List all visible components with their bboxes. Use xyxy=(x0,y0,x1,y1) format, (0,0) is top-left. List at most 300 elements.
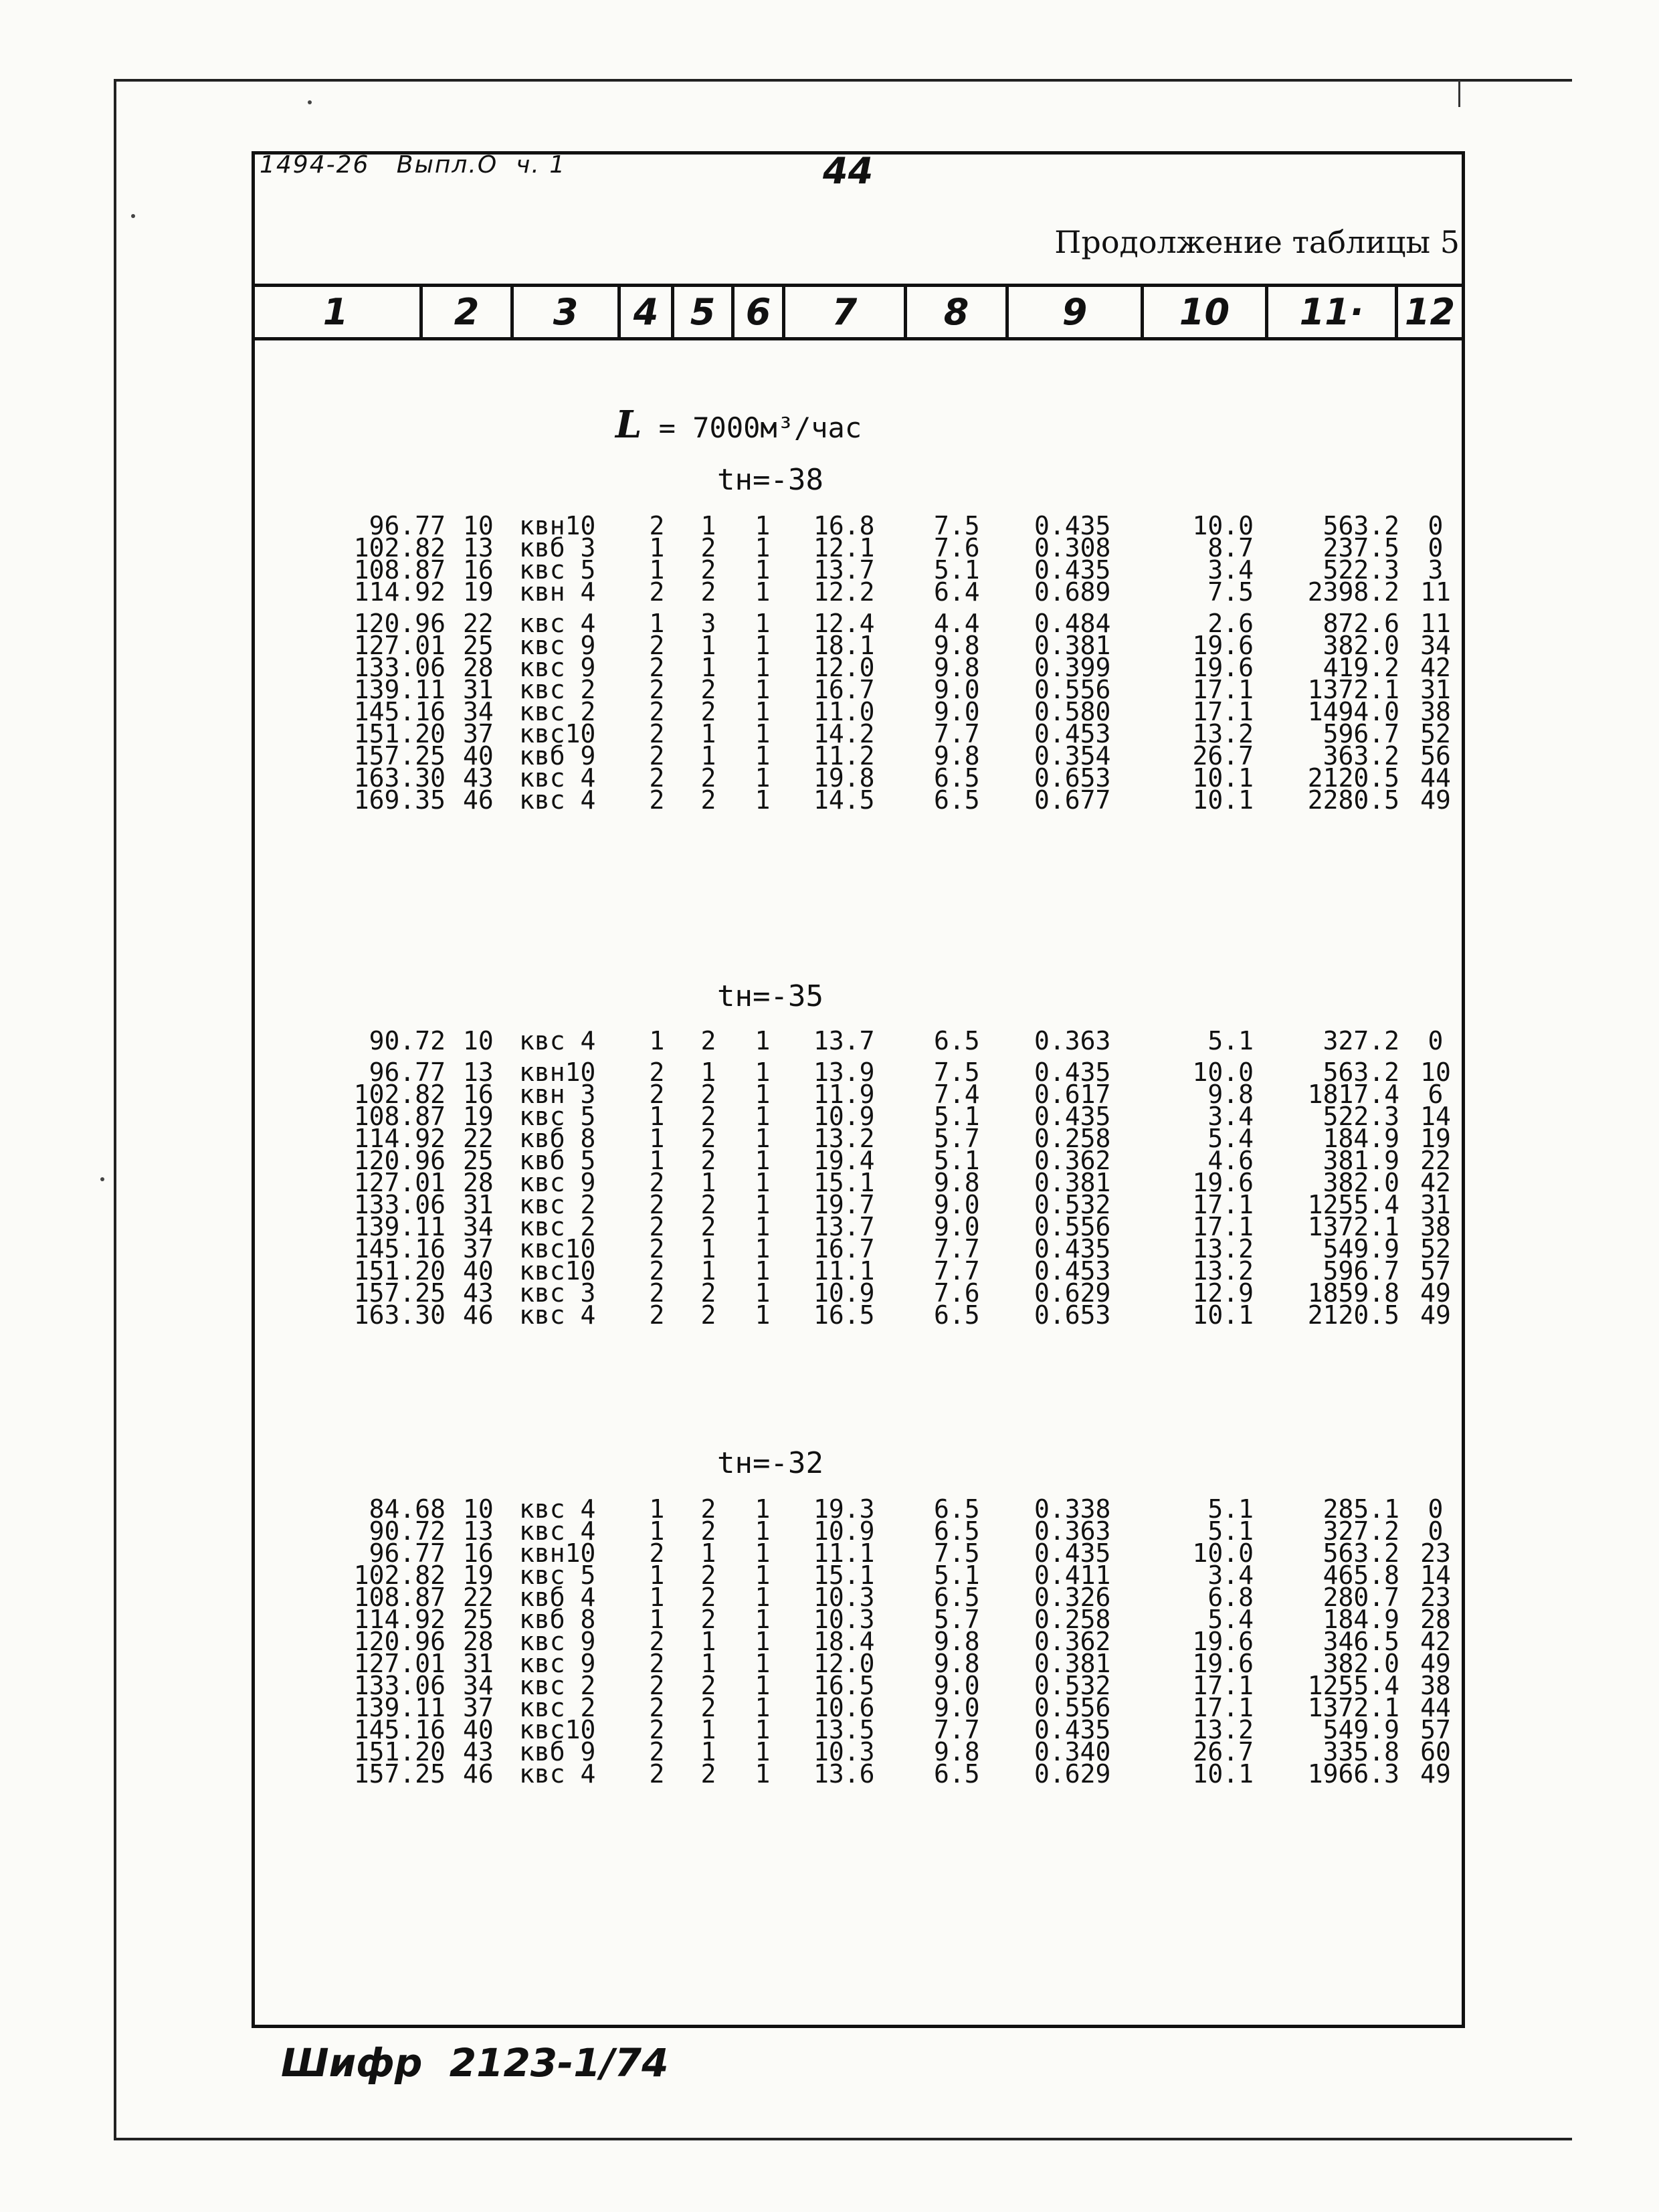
table-cell-col1: 102.82 xyxy=(353,533,446,563)
table-cell-col8: 9.8 xyxy=(934,653,980,682)
table-cell-col4: 1 xyxy=(649,1026,665,1055)
table-cell-col8: 7.5 xyxy=(934,1058,980,1087)
table-cell-col6: 1 xyxy=(755,785,771,815)
table-cell-col3: квб 9 xyxy=(519,1737,596,1767)
table-caption: Продолжение таблицы 5 xyxy=(1054,224,1460,260)
table-cell-col10: 10.0 xyxy=(1192,1058,1254,1087)
table-cell-col11: 2120.5 xyxy=(1307,1300,1399,1330)
table-cell-col8: 7.5 xyxy=(934,1538,980,1568)
table-cell-col2: 34 xyxy=(463,697,494,726)
table-cell-col12: 34 xyxy=(1420,631,1451,660)
table-cell-col5: 2 xyxy=(700,697,716,726)
table-row xyxy=(252,577,1465,607)
table-cell-col11: 381.9 xyxy=(1323,1146,1399,1175)
table-cell-col10: 3.4 xyxy=(1207,1561,1254,1590)
table-cell-col11: 382.0 xyxy=(1323,1649,1399,1678)
table-cell-col6: 1 xyxy=(755,1494,771,1524)
table-cell-col9: 0.435 xyxy=(1034,1538,1111,1568)
table-cell-col4: 2 xyxy=(649,1080,665,1109)
table-cell-col9: 0.411 xyxy=(1034,1561,1111,1590)
table-cell-col9: 0.629 xyxy=(1034,1759,1111,1789)
table-cell-col3: квс10 xyxy=(519,1715,596,1744)
table-cell-col7: 12.4 xyxy=(813,609,875,638)
table-cell-col1: 133.06 xyxy=(353,653,446,682)
table-cell-col12: 49 xyxy=(1420,1759,1451,1789)
table-cell-col8: 6.5 xyxy=(934,1026,980,1055)
table-cell-col6: 1 xyxy=(755,1190,771,1219)
table-cell-col7: 11.9 xyxy=(813,1080,875,1109)
table-cell-col7: 12.1 xyxy=(813,533,875,563)
table-cell-col9: 0.689 xyxy=(1034,577,1111,607)
table-cell-col4: 2 xyxy=(649,1649,665,1678)
table-cell-col4: 2 xyxy=(649,1256,665,1286)
table-cell-col1: 90.72 xyxy=(369,1516,446,1546)
section-title: tн=-35 xyxy=(717,979,823,1013)
table-cell-col10: 8.7 xyxy=(1207,533,1254,563)
table-cell-col6: 1 xyxy=(755,1234,771,1264)
table-cell-col11: 335.8 xyxy=(1323,1737,1399,1767)
table-cell-col1: 120.96 xyxy=(353,1627,446,1656)
table-cell-col3: квб 8 xyxy=(519,1605,596,1634)
table-cell-col2: 34 xyxy=(463,1212,494,1241)
table-cell-col8: 6.5 xyxy=(934,1300,980,1330)
table-cell-col2: 25 xyxy=(463,631,494,660)
table-cell-col12: 11 xyxy=(1420,577,1451,607)
table-cell-col11: 327.2 xyxy=(1323,1026,1399,1055)
column-number: 10 xyxy=(1144,287,1268,337)
table-cell-col11: 1255.4 xyxy=(1307,1671,1399,1700)
table-cell-col12: 31 xyxy=(1420,675,1451,704)
table-cell-col7: 10.3 xyxy=(813,1737,875,1767)
table-cell-col11: 872.6 xyxy=(1323,609,1399,638)
table-cell-col2: 43 xyxy=(463,1737,494,1767)
table-cell-col11: 1966.3 xyxy=(1307,1759,1399,1789)
table-cell-col8: 5.1 xyxy=(934,1561,980,1590)
table-cell-col4: 2 xyxy=(649,1715,665,1744)
table-cell-col10: 19.6 xyxy=(1192,653,1254,682)
table-cell-col11: 382.0 xyxy=(1323,1168,1399,1197)
table-cell-col1: 84.68 xyxy=(369,1494,446,1524)
table-cell-col9: 0.435 xyxy=(1034,1715,1111,1744)
table-cell-col1: 139.11 xyxy=(353,1212,446,1241)
table-cell-col5: 2 xyxy=(700,1693,716,1722)
table-cell-col4: 2 xyxy=(649,719,665,748)
table-cell-col6: 1 xyxy=(755,555,771,585)
table-cell-col1: 133.06 xyxy=(353,1671,446,1700)
scan-speck xyxy=(308,100,312,104)
section-table xyxy=(252,1026,1465,1330)
table-cell-col10: 10.1 xyxy=(1192,1300,1254,1330)
column-number-header xyxy=(252,284,1465,340)
table-cell-col8: 7.7 xyxy=(934,1234,980,1264)
table-cell-col12: 42 xyxy=(1420,653,1451,682)
table-cell-col8: 7.6 xyxy=(934,1278,980,1308)
table-cell-col10: 13.2 xyxy=(1192,719,1254,748)
table-cell-col3: квн 4 xyxy=(519,577,596,607)
table-cell-col2: 40 xyxy=(463,1256,494,1286)
table-cell-col9: 0.435 xyxy=(1034,1102,1111,1131)
table-cell-col7: 15.1 xyxy=(813,1561,875,1590)
table-cell-col11: 419.2 xyxy=(1323,653,1399,682)
table-cell-col10: 26.7 xyxy=(1192,1737,1254,1767)
table-cell-col1: 133.06 xyxy=(353,1190,446,1219)
table-cell-col4: 2 xyxy=(649,577,665,607)
table-cell-col5: 2 xyxy=(700,675,716,704)
table-cell-col8: 6.5 xyxy=(934,785,980,815)
table-cell-col6: 1 xyxy=(755,511,771,540)
table-cell-col5: 1 xyxy=(700,1058,716,1087)
table-cell-col5: 1 xyxy=(700,511,716,540)
table-cell-col8: 5.1 xyxy=(934,1146,980,1175)
table-cell-col1: 145.16 xyxy=(353,697,446,726)
table-cell-col11: 522.3 xyxy=(1323,555,1399,585)
table-cell-col10: 4.6 xyxy=(1207,1146,1254,1175)
table-cell-col10: 13.2 xyxy=(1192,1234,1254,1264)
table-cell-col8: 7.5 xyxy=(934,511,980,540)
table-cell-col10: 19.6 xyxy=(1192,1627,1254,1656)
scan-frame-left xyxy=(114,79,116,2139)
table-cell-col7: 11.2 xyxy=(813,741,875,771)
table-cell-col4: 2 xyxy=(649,631,665,660)
table-cell-col11: 2120.5 xyxy=(1307,763,1399,793)
table-cell-col7: 12.0 xyxy=(813,1649,875,1678)
table-cell-col12: 49 xyxy=(1420,1649,1451,1678)
table-cell-col8: 9.0 xyxy=(934,697,980,726)
table-cell-col2: 31 xyxy=(463,1190,494,1219)
table-cell-col10: 12.9 xyxy=(1192,1278,1254,1308)
flow-value: = 7000м³/час xyxy=(658,411,862,444)
table-cell-col7: 11.0 xyxy=(813,697,875,726)
table-cell-col7: 10.3 xyxy=(813,1605,875,1634)
table-cell-col9: 0.363 xyxy=(1034,1516,1111,1546)
table-cell-col11: 327.2 xyxy=(1323,1516,1399,1546)
table-cell-col4: 1 xyxy=(649,1605,665,1634)
table-cell-col2: 22 xyxy=(463,1583,494,1612)
table-cell-col12: 57 xyxy=(1420,1715,1451,1744)
table-cell-col3: квс 9 xyxy=(519,1168,596,1197)
table-cell-col4: 2 xyxy=(649,1234,665,1264)
table-cell-col6: 1 xyxy=(755,1124,771,1153)
table-cell-col5: 1 xyxy=(700,1627,716,1656)
table-cell-col5: 1 xyxy=(700,1649,716,1678)
table-cell-col3: квб 8 xyxy=(519,1124,596,1153)
table-cell-col7: 19.8 xyxy=(813,763,875,793)
table-cell-col10: 10.1 xyxy=(1192,785,1254,815)
table-cell-col8: 7.7 xyxy=(934,1715,980,1744)
table-cell-col2: 13 xyxy=(463,1516,494,1546)
table-cell-col1: 127.01 xyxy=(353,1649,446,1678)
table-cell-col4: 2 xyxy=(649,1212,665,1241)
table-cell-col2: 28 xyxy=(463,1168,494,1197)
table-cell-col7: 13.2 xyxy=(813,1124,875,1153)
table-cell-col8: 7.4 xyxy=(934,1080,980,1109)
table-cell-col10: 17.1 xyxy=(1192,1212,1254,1241)
table-cell-col3: квс 5 xyxy=(519,1561,596,1590)
table-cell-col5: 2 xyxy=(700,1102,716,1131)
table-cell-col2: 16 xyxy=(463,1080,494,1109)
table-cell-col8: 9.0 xyxy=(934,1693,980,1722)
column-number: 3 xyxy=(514,287,621,337)
table-cell-col4: 2 xyxy=(649,1627,665,1656)
table-cell-col5: 1 xyxy=(700,1538,716,1568)
table-cell-col7: 14.5 xyxy=(813,785,875,815)
table-cell-col6: 1 xyxy=(755,577,771,607)
table-cell-col8: 7.7 xyxy=(934,1256,980,1286)
table-cell-col3: квс 2 xyxy=(519,675,596,704)
table-cell-col6: 1 xyxy=(755,1168,771,1197)
table-cell-col8: 6.5 xyxy=(934,1494,980,1524)
table-cell-col3: квс 4 xyxy=(519,785,596,815)
table-cell-col6: 1 xyxy=(755,1026,771,1055)
table-cell-col10: 6.8 xyxy=(1207,1583,1254,1612)
table-cell-col6: 1 xyxy=(755,1212,771,1241)
table-cell-col3: квс10 xyxy=(519,1256,596,1286)
table-cell-col3: квс 4 xyxy=(519,1300,596,1330)
table-cell-col3: квс 2 xyxy=(519,1671,596,1700)
table-cell-col10: 3.4 xyxy=(1207,555,1254,585)
table-cell-col12: 0 xyxy=(1428,1494,1444,1524)
table-cell-col3: квс 9 xyxy=(519,1649,596,1678)
column-number: 11· xyxy=(1268,287,1398,337)
table-cell-col3: квн10 xyxy=(519,511,596,540)
table-cell-col11: 2398.2 xyxy=(1307,577,1399,607)
table-cell-col6: 1 xyxy=(755,1671,771,1700)
table-row xyxy=(252,1300,1465,1330)
table-cell-col3: квс10 xyxy=(519,1234,596,1264)
table-cell-col3: квс 2 xyxy=(519,1190,596,1219)
table-cell-col5: 2 xyxy=(700,1146,716,1175)
table-cell-col11: 280.7 xyxy=(1323,1583,1399,1612)
table-cell-col5: 2 xyxy=(700,1516,716,1546)
table-cell-col5: 2 xyxy=(700,785,716,815)
table-cell-col2: 16 xyxy=(463,555,494,585)
table-cell-col4: 1 xyxy=(649,609,665,638)
table-cell-col12: 14 xyxy=(1420,1102,1451,1131)
table-cell-col1: 114.92 xyxy=(353,577,446,607)
table-cell-col5: 2 xyxy=(700,1671,716,1700)
table-cell-col11: 346.5 xyxy=(1323,1627,1399,1656)
table-cell-col11: 184.9 xyxy=(1323,1124,1399,1153)
table-cell-col11: 1372.1 xyxy=(1307,1693,1399,1722)
table-cell-col9: 0.677 xyxy=(1034,785,1111,815)
table-cell-col1: 127.01 xyxy=(353,631,446,660)
table-cell-col11: 522.3 xyxy=(1323,1102,1399,1131)
table-cell-col11: 1372.1 xyxy=(1307,675,1399,704)
table-cell-col6: 1 xyxy=(755,763,771,793)
table-cell-col9: 0.435 xyxy=(1034,555,1111,585)
table-cell-col8: 6.5 xyxy=(934,1516,980,1546)
table-cell-col3: квн10 xyxy=(519,1058,596,1087)
table-cell-col10: 17.1 xyxy=(1192,675,1254,704)
table-cell-col10: 7.5 xyxy=(1207,577,1254,607)
table-cell-col5: 3 xyxy=(700,609,716,638)
table-cell-col3: квс 3 xyxy=(519,1278,596,1308)
table-cell-col2: 34 xyxy=(463,1671,494,1700)
table-cell-col6: 1 xyxy=(755,1759,771,1789)
table-cell-col4: 2 xyxy=(649,1737,665,1767)
table-cell-col8: 9.8 xyxy=(934,1168,980,1197)
table-cell-col8: 9.0 xyxy=(934,675,980,704)
table-cell-col12: 23 xyxy=(1420,1583,1451,1612)
table-cell-col5: 2 xyxy=(700,1300,716,1330)
table-cell-col6: 1 xyxy=(755,1561,771,1590)
table-cell-col2: 43 xyxy=(463,763,494,793)
table-cell-col7: 14.2 xyxy=(813,719,875,748)
table-cell-col12: 28 xyxy=(1420,1605,1451,1634)
table-cell-col3: квс 5 xyxy=(519,555,596,585)
table-cell-col11: 549.9 xyxy=(1323,1715,1399,1744)
table-cell-col8: 9.0 xyxy=(934,1212,980,1241)
table-cell-col11: 549.9 xyxy=(1323,1234,1399,1264)
table-cell-col1: 96.77 xyxy=(369,511,446,540)
table-cell-col4: 2 xyxy=(649,1671,665,1700)
table-cell-col6: 1 xyxy=(755,1715,771,1744)
table-cell-col12: 44 xyxy=(1420,763,1451,793)
section-table xyxy=(252,1494,1465,1789)
table-cell-col4: 2 xyxy=(649,1058,665,1087)
table-cell-col5: 2 xyxy=(700,1212,716,1241)
table-cell-col12: 0 xyxy=(1428,1026,1444,1055)
table-row xyxy=(252,1759,1465,1789)
table-cell-col4: 2 xyxy=(649,741,665,771)
table-cell-col9: 0.340 xyxy=(1034,1737,1111,1767)
table-cell-col2: 28 xyxy=(463,653,494,682)
table-cell-col7: 16.5 xyxy=(813,1300,875,1330)
table-row xyxy=(252,1026,1465,1055)
table-cell-col3: квс 4 xyxy=(519,1494,596,1524)
table-cell-col4: 2 xyxy=(649,675,665,704)
table-cell-col7: 13.7 xyxy=(813,1212,875,1241)
table-cell-col11: 1494.0 xyxy=(1307,697,1399,726)
table-cell-col3: квс 9 xyxy=(519,631,596,660)
table-cell-col10: 10.0 xyxy=(1192,511,1254,540)
table-cell-col2: 31 xyxy=(463,675,494,704)
table-cell-col8: 6.5 xyxy=(934,763,980,793)
table-cell-col5: 1 xyxy=(700,1168,716,1197)
table-cell-col2: 25 xyxy=(463,1605,494,1634)
table-cell-col3: квс 9 xyxy=(519,1627,596,1656)
table-cell-col6: 1 xyxy=(755,631,771,660)
table-cell-col11: 465.8 xyxy=(1323,1561,1399,1590)
table-cell-col10: 5.1 xyxy=(1207,1026,1254,1055)
table-cell-col7: 16.7 xyxy=(813,675,875,704)
table-cell-col8: 6.5 xyxy=(934,1759,980,1789)
table-cell-col5: 1 xyxy=(700,631,716,660)
table-cell-col2: 19 xyxy=(463,1561,494,1590)
flow-rate-title xyxy=(615,403,862,447)
table-cell-col4: 1 xyxy=(649,1516,665,1546)
table-cell-col10: 19.6 xyxy=(1192,631,1254,660)
table-cell-col12: 0 xyxy=(1428,533,1444,563)
table-cell-col1: 157.25 xyxy=(353,741,446,771)
table-cell-col12: 57 xyxy=(1420,1256,1451,1286)
table-cell-col2: 22 xyxy=(463,1124,494,1153)
table-cell-col8: 5.1 xyxy=(934,1102,980,1131)
table-cell-col2: 19 xyxy=(463,1102,494,1131)
table-cell-col9: 0.532 xyxy=(1034,1190,1111,1219)
table-cell-col1: 102.82 xyxy=(353,1561,446,1590)
table-cell-col4: 2 xyxy=(649,1168,665,1197)
table-cell-col10: 2.6 xyxy=(1207,609,1254,638)
table-cell-col12: 22 xyxy=(1420,1146,1451,1175)
table-cell-col3: квс 2 xyxy=(519,1212,596,1241)
table-cell-col1: 169.35 xyxy=(353,785,446,815)
table-cell-col1: 108.87 xyxy=(353,555,446,585)
table-cell-col8: 9.0 xyxy=(934,1671,980,1700)
table-cell-col7: 16.8 xyxy=(813,511,875,540)
table-cell-col6: 1 xyxy=(755,1605,771,1634)
table-cell-col9: 0.484 xyxy=(1034,609,1111,638)
table-cell-col9: 0.381 xyxy=(1034,631,1111,660)
table-cell-col5: 2 xyxy=(700,1561,716,1590)
table-cell-col12: 44 xyxy=(1420,1693,1451,1722)
table-cell-col7: 10.9 xyxy=(813,1516,875,1546)
table-cell-col9: 0.381 xyxy=(1034,1168,1111,1197)
flow-symbol: L xyxy=(615,403,642,447)
table-cell-col10: 5.1 xyxy=(1207,1494,1254,1524)
table-cell-col8: 6.4 xyxy=(934,577,980,607)
table-cell-col2: 19 xyxy=(463,577,494,607)
table-cell-col9: 0.556 xyxy=(1034,675,1111,704)
table-cell-col9: 0.532 xyxy=(1034,1671,1111,1700)
table-cell-col4: 2 xyxy=(649,511,665,540)
table-cell-col9: 0.580 xyxy=(1034,697,1111,726)
table-cell-col5: 1 xyxy=(700,1256,716,1286)
table-cell-col4: 1 xyxy=(649,1124,665,1153)
table-cell-col4: 1 xyxy=(649,1146,665,1175)
table-cell-col7: 13.7 xyxy=(813,555,875,585)
table-cell-col1: 120.96 xyxy=(353,609,446,638)
table-cell-col5: 2 xyxy=(700,1494,716,1524)
table-cell-col7: 11.1 xyxy=(813,1538,875,1568)
table-cell-col1: 108.87 xyxy=(353,1583,446,1612)
table-cell-col7: 11.1 xyxy=(813,1256,875,1286)
table-cell-col6: 1 xyxy=(755,533,771,563)
table-cell-col4: 2 xyxy=(649,653,665,682)
table-cell-col12: 42 xyxy=(1420,1168,1451,1197)
table-cell-col4: 2 xyxy=(649,1300,665,1330)
table-cell-col3: квс 4 xyxy=(519,1516,596,1546)
column-number: 6 xyxy=(735,287,785,337)
table-cell-col10: 9.8 xyxy=(1207,1080,1254,1109)
table-cell-col10: 13.2 xyxy=(1192,1715,1254,1744)
table-cell-col8: 5.1 xyxy=(934,555,980,585)
table-cell-col4: 1 xyxy=(649,1494,665,1524)
table-cell-col3: квс 4 xyxy=(519,1759,596,1789)
document-code: 1494-26 Выпл.О ч. 1 xyxy=(260,151,567,179)
cipher-signature: Шифр 2123-1/74 xyxy=(281,2040,669,2086)
table-cell-col1: 151.20 xyxy=(353,1256,446,1286)
table-cell-col1: 163.30 xyxy=(353,763,446,793)
table-cell-col5: 2 xyxy=(700,1190,716,1219)
table-cell-col12: 10 xyxy=(1420,1058,1451,1087)
column-number: 8 xyxy=(907,287,1009,337)
table-cell-col8: 9.8 xyxy=(934,631,980,660)
table-cell-col3: квс 4 xyxy=(519,609,596,638)
table-cell-col12: 52 xyxy=(1420,1234,1451,1264)
table-cell-col6: 1 xyxy=(755,1516,771,1546)
table-cell-col3: квс10 xyxy=(519,719,596,748)
table-cell-col5: 2 xyxy=(700,1583,716,1612)
table-cell-col11: 1817.4 xyxy=(1307,1080,1399,1109)
table-cell-col9: 0.435 xyxy=(1034,1058,1111,1087)
table-cell-col11: 563.2 xyxy=(1323,1058,1399,1087)
table-cell-col2: 16 xyxy=(463,1538,494,1568)
table-cell-col2: 22 xyxy=(463,609,494,638)
table-cell-col9: 0.453 xyxy=(1034,719,1111,748)
table-cell-col2: 40 xyxy=(463,1715,494,1744)
table-cell-col7: 19.7 xyxy=(813,1190,875,1219)
